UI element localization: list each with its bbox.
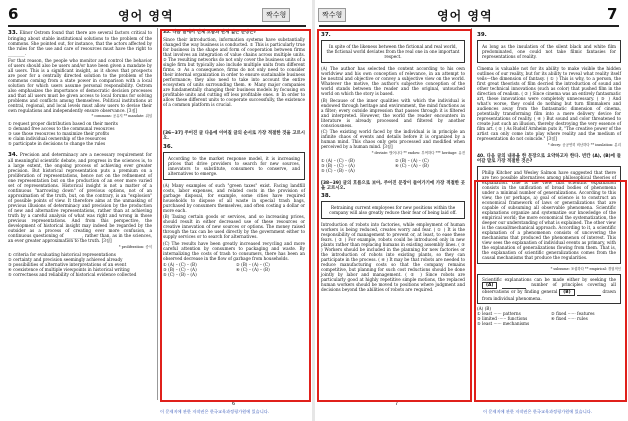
question-40 xyxy=(477,154,621,327)
right-column-2 xyxy=(477,30,621,326)
question-38 xyxy=(321,194,465,292)
given-text-box: According to the market response model, it is increasing prices that drive providers to search for new sources, innovators to substitute, consumers to conserve, and alternatives to emerge. xyxy=(163,152,305,180)
question-39 xyxy=(477,33,621,148)
passage-text: Cinema is valuable not for its ability to make visible the hidden outlines of our reality, but for its ability to reveal what reality itself veils—the dimension of fantasy. ( ① ) This is why, to a person, the first great theorists of film decried the introduction of sound and other technical innovations (such as color) that pushed film in the direction of realism. ( ② ) Since cinema was an entirely fantasmatic art, these innovations were completely unnecessary. ( ③ ) And what's worse, they could do nothing but turn filmmakers and audiences away from the fantasmatic dimension of cinema, potentially transforming film into a mere delivery device for representations of reality. ( ④ ) But sound and color threatened to create just such an illusion, thereby destroying the very essence of film art. ( ⑤ ) As Rudolf Arnheim puts it, "The creative power of the artist can only come into play where reality and the medium of representation do not coincide." [3점] xyxy=(477,66,621,141)
answer-option[interactable]: ② fixed ······ features xyxy=(551,311,595,317)
answer-option[interactable]: ③ (B) – (C) – (A) xyxy=(163,267,197,273)
question-number: 33. xyxy=(8,30,18,36)
question-33 xyxy=(8,30,152,146)
question-34 xyxy=(8,152,152,277)
paragraph-c: (C) The existing world faced by the individual is in principle an infinite chaos of events and details before it is organized by a human mind. This chaos only gets processed and modified when perceived by a human mind. [3점] xyxy=(321,129,465,149)
passage-text: Precision and determinacy are a necessary requirement for all meaningful scientific debate, and progress in the sciences is, to a large extent, the ongoing process of achieving ever greater precision. But historical representation puts a premium on a proliferation of representations, hence not on the refinement of one representation but on the production of an ever more varied set of representations. Historical insight is not a matter of a continuous "narrowing down" of previous options, not of an approximation of the truth, but, on the contrary, is an "explosion" of possible points of view. It therefore aims at the unmasking of previous illusions of determinacy and precision by the production of new and alternative representations, rather than at achieving truth by a careful analysis of what was right and wrong in those previous representations. And from this perspective, the development of historical insight may indeed be regarded by the outsider as a process of creating ever more confusion, a continuous questioning of ________, rather than, as in the sciences, an ever greater approximation to the truth. [3점] xyxy=(8,152,152,243)
page-number: 7 xyxy=(607,5,618,23)
footnote: * decry: 공공연히 비난하다 ** insulation: 분리 xyxy=(547,142,621,147)
header-rule xyxy=(319,25,619,27)
question-number: 37. xyxy=(321,32,331,38)
question-number: 36. xyxy=(163,143,173,150)
question-prompt: 다음 글에서 전체 흐름과 관계 없는 문장은? xyxy=(172,30,257,35)
summary-text: drawn from individual phenomena. xyxy=(482,289,616,302)
passage-text: Elinor Ostrom found that there are several factors critical to bringing about stable institutional solutions to the problem of the commons. She pointed out, for instance, that the actors affected by the rules for the use and care of resources must have the right to ________. xyxy=(8,30,152,56)
answer-option[interactable]: ⑤ correctness and reliability of historical evidence collected xyxy=(8,271,137,277)
paragraph-b: (B) Because of the inner qualities with which the individual is endowed through heritage and environment, the mind functions as a filter; every outside impression that passes through it is filtered and interpreted. However, the world the reader encounters in literature is already processed and filtered by another consciousness. xyxy=(321,97,465,128)
summary-text: Scientific explanations can be made either by seeking the xyxy=(482,277,616,283)
answer-options xyxy=(163,262,305,277)
answer-option[interactable]: ② (B) – (A) – (C) xyxy=(395,157,429,163)
copyright-footer: 이 문제지에 관한 저작권은 한국교육과정평가원에 있습니다. xyxy=(483,409,593,414)
passage-box: Philip Kitcher and Wesley Salmon have suggested that there are two possible alternatives among philosophical theories of explanation. One is the view that scientific explanation consists in the unification of broad bodies of phenomena under a minimal number of generalizations. According to this view, the (or perhaps, a) goal of science is to construct an economical framework of laws or generalizations that are capable of subsuming all observable phenomena. Scientific explanations organize and systematize our knowledge of the empirical world; the more economical the systematization, the deeper our understanding of what is explained. The other view is the causal/mechanical approach. According to it, a scientific explanation of a phenomenon consists of uncovering the mechanisms that produced the phenomenon of interest. This view sees the explanation of individual events as primary, with the explanation of generalizations flowing from them. That is, the explanation of scientific generalizations comes from the causal mechanisms that produce the regularities. xyxy=(477,166,621,264)
summary-text: number of principles covering all observations or by finding general xyxy=(482,282,616,295)
answer-option[interactable]: ① request proper distribution based on their merits xyxy=(8,121,118,126)
right-column-1 xyxy=(321,30,465,294)
answer-option[interactable]: ⑤ least ······ mechanisms xyxy=(477,321,530,327)
answer-option[interactable]: ④ coexistence of multiple viewpoints in historical writing xyxy=(8,266,130,272)
question-number: 40. xyxy=(477,153,485,159)
answer-option[interactable]: ② (B) – (A) – (C) xyxy=(236,262,270,268)
summary-box xyxy=(477,274,621,304)
answer-option[interactable]: ③ limited ······ functions xyxy=(477,316,528,322)
passage-text: Introduction of robots into factories, while employment of human workers is being reduced, creates worry and fear. ( ① ) It is the responsibility of management to prevent or, at least, to ease these fears. ( ② ) For example, robots could be introduced only in new plants rather than replacing humans in existing assembly lines. ( ③ ) Workers should be included in the planning for new factories or the introduction of robots into existing plants, so they can participate in the process. ( ④ ) It may be that robots are needed to reduce manufacturing costs so that the company remains competitive, but planning for such cost reductions should be done jointly by labor and management. ( ⑤ ) Since robots are particularly good at highly repetitive simple motions, the replaced human workers should be moved to positions where judgment and decisions beyond the abilities of robots are required. xyxy=(321,222,465,293)
question-prompt: 다음 글의 내용을 한 문장으로 요약하고자 한다. 빈칸 (A), (B)에 들어갈 말로 가장 적절한 것은? xyxy=(477,153,621,164)
answer-option[interactable]: ③ (B) – (C) – (A) xyxy=(321,162,355,168)
column-divider xyxy=(471,28,472,400)
page-title: 영어 영역 xyxy=(118,9,174,23)
given-text-box: As long as the insulation of the silent black and white film predominated, one could not take filmic fantasies for representations of reality. xyxy=(477,40,621,63)
answer-option[interactable]: ⑤ (C) – (B) – (A) xyxy=(321,167,355,173)
question-35 xyxy=(163,30,305,107)
given-text-box: In spite of the likeness between the fictional and real world, the fictional world deviates from the real one in one important respect. xyxy=(321,40,465,63)
answer-option[interactable]: ④ claim individual ownership of the resources xyxy=(8,136,107,141)
footnote: * deviate: 벗어나다 ** endow: 부여하다 *** heritage: 유전 xyxy=(371,150,465,155)
answer-option[interactable]: ④ (C) – (A) – (B) xyxy=(236,267,270,273)
section-instruction: [36~37] 주어진 글 다음에 이어질 글의 순서로 가장 적절한 것을 고르시오. xyxy=(163,130,305,142)
footnote: * subsume: 포섭하다 ** empirical: 경험적인 xyxy=(550,267,621,272)
question-number: 35. xyxy=(163,30,171,35)
passage-text: Since their introduction, information systems have substantially changed the way business is conducted. ① This is particularly true for business in the shape and form of cooperation between firms that involves an integration of value chains across multiple units. ② The resulting networks do not only cover the business units of a single firm but typically also include multiple units from different firms. ③ As a consequence, firms do not only need to consider their internal organization in order to ensure sustainable business performance; they also need to take into account the entire ecosystem of units surrounding them. ④ Many major companies are fundamentally changing their business models by focusing on profitable units and cutting off less profitable ones. ⑤ In order to allow these different units to cooperate successfully, the existence of a common platform is crucial. xyxy=(163,37,305,108)
exam-type-badge: 짝수형 xyxy=(318,8,346,22)
answer-option[interactable]: ① (A) – (C) – (B) xyxy=(163,262,197,268)
answer-option[interactable]: ① least ······ patterns xyxy=(477,311,521,317)
question-36 xyxy=(163,145,305,278)
answer-option[interactable]: ② demand free access to the communal resources xyxy=(8,126,115,131)
paragraph-b: (B) Taxing certain goods or services, and so increasing prices, should result in either decreased use of these resources or creative innovation of new sources or options. The money raised through the tax can be used directly by the government either to supply services or to search for alternatives. xyxy=(163,214,305,240)
footnote: * proliferation: 증식 xyxy=(118,244,152,249)
page-number: 6 xyxy=(8,5,19,23)
question-number: 38. xyxy=(321,193,331,200)
answer-options xyxy=(477,311,621,326)
exam-type-badge: 짝수형 xyxy=(262,8,290,22)
options-header: (A) (B) xyxy=(477,306,491,312)
paragraph-a: (A) The author has selected the content according to his own worldview and his own conception of relevance, in an attempt to be neutral and objective or convey a subjective view on the world. Whatever the motive, the author's subjective conception of the world stands between the reader and the original, untouched world on which the story is based. xyxy=(321,66,465,96)
answer-options xyxy=(321,158,465,173)
right-header xyxy=(315,2,628,24)
blank-b: (B) xyxy=(559,289,574,296)
passage-text: For that reason, the people who monitor and control the behavior of users should also be users and/or have been given a mandate by all users. This is a significant insight, as it shows that prospects are poor for a centrally directed solution to the problem of the commons coming from a state power in comparison with a local solution for which users assume personal responsibility. Ostrom also emphasizes the importance of democratic decision processes and that all users must be given access to local forums for solving problems and conflicts among themselves. Political institutions at central, regional, and local levels must allow users to devise their own regulations and independently ensure observance. [3점] xyxy=(8,57,152,113)
right-page xyxy=(315,0,628,421)
blank-a: (A) xyxy=(482,282,497,289)
answer-option[interactable]: ⑤ participate in decisions to change the rules xyxy=(8,141,106,146)
left-column-2 xyxy=(163,30,305,277)
page-bottom-number: 6 xyxy=(232,401,236,407)
footnote: * commons: 공유지 ** mandate: 위임 xyxy=(91,114,152,118)
answer-option[interactable]: ② certainty and precision seemingly achieved already xyxy=(8,256,123,262)
page-title: 영어 영역 xyxy=(437,9,493,23)
left-page xyxy=(0,0,313,421)
header-rule xyxy=(8,25,306,27)
answer-option[interactable]: ⑤ (C) – (B) – (A) xyxy=(163,272,197,278)
answer-option[interactable]: ③ possibilities of alternative interpretations of an event xyxy=(8,261,127,267)
answer-option[interactable]: ① (A) – (C) – (B) xyxy=(321,157,355,163)
page-bottom-number: 7 xyxy=(395,401,399,407)
column-divider xyxy=(157,28,158,400)
answer-option[interactable]: ③ use those resources to maximize their profits xyxy=(8,131,110,136)
copyright-footer: 이 문제지에 관한 저작권은 한국교육과정평가원에 있습니다. xyxy=(160,409,270,414)
blank-b-line xyxy=(577,291,601,296)
question-37 xyxy=(321,33,465,173)
question-number: 34. xyxy=(8,152,18,158)
answer-option[interactable]: ① criteria for evaluating historical representations xyxy=(8,251,116,257)
answer-option[interactable]: ④ (C) – (A) – (B) xyxy=(395,162,429,168)
left-header xyxy=(0,2,313,24)
question-number: 39. xyxy=(477,32,487,38)
answer-option[interactable]: ④ fixed ······ rules xyxy=(551,316,588,322)
left-column-1 xyxy=(8,30,152,277)
paragraph-c: (C) The results have been greatly increased recycling and more careful attention by consumers to packaging and waste. By internalizing the costs of trash to consumers, there has been an observed decrease in the flow of garbage from households. xyxy=(163,240,305,261)
given-text-box: Retraining current employees for new positions within the company will also greatly reduce their fear of being laid off. xyxy=(321,201,465,219)
section-instruction: [38~39] 글의 흐름으로 보아, 주어진 문장이 들어가기에 가장 적절한 곳을 고르시오. xyxy=(321,180,465,191)
paragraph-a: (A) Many examples of such "green taxes" exist. Facing landfill costs, labor expenses, and related costs in the provision of garbage disposal, for example, some cities have required households to dispose of all waste in special trash bags, purchased by consumers themselves, and often costing a dollar or more each. xyxy=(163,182,305,213)
